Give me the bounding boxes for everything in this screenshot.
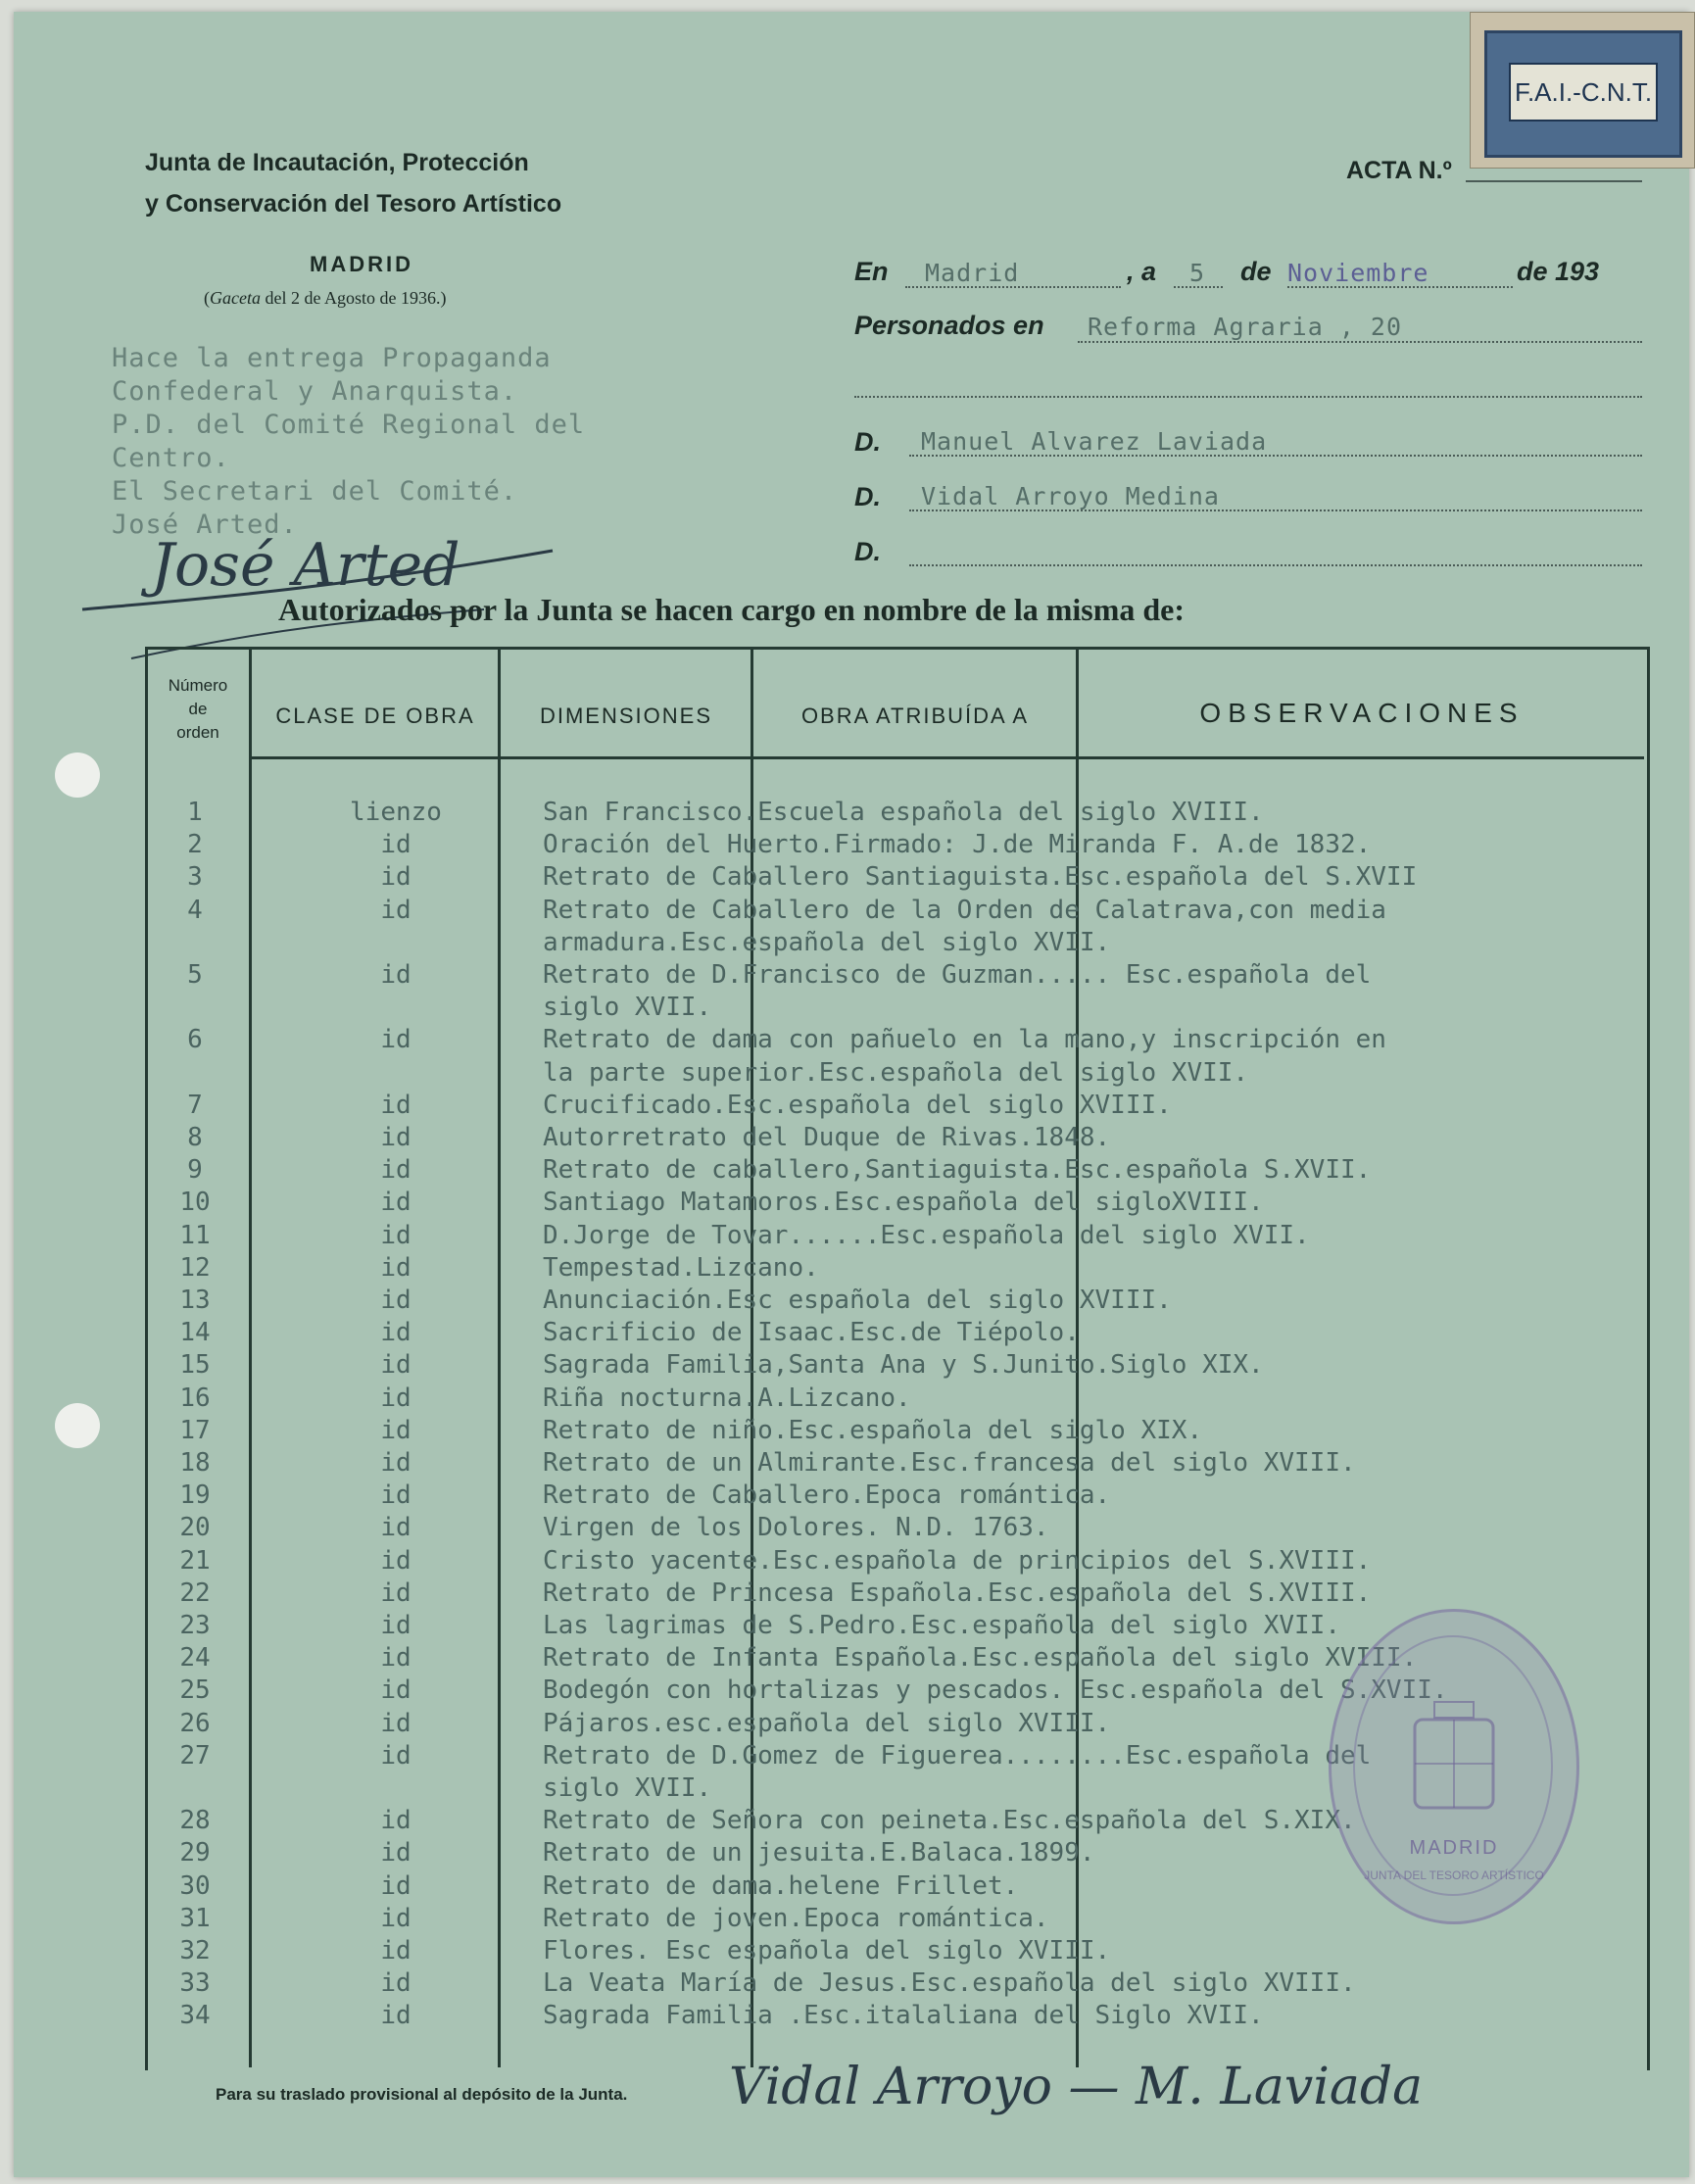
- row-description: Crucificado.Esc.española del siglo XVIII.: [543, 1090, 1172, 1120]
- row-clase: id: [380, 862, 412, 893]
- gazette-ref: (Gaceta del 2 de Agosto de 1936.): [204, 288, 447, 308]
- row-clase: id: [380, 1448, 412, 1478]
- row-description: Las lagrimas de S.Pedro.Esc.española del siglo XVII.: [543, 1611, 1340, 1640]
- note-line-3: P.D. del Comité Regional del: [112, 410, 586, 440]
- header-obra: OBRA ATRIBUÍDA A: [800, 704, 1030, 728]
- row-description: Autorretrato del Duque de Rivas.1848.: [543, 1123, 1111, 1152]
- row-number: 30: [179, 1870, 211, 1901]
- header-numero-2: de: [188, 700, 208, 718]
- header-clase: CLASE DE OBRA: [275, 704, 475, 728]
- row-clase: id: [380, 1838, 412, 1869]
- row-clase: id: [380, 1188, 412, 1218]
- row-clase: id: [380, 1903, 412, 1933]
- row-clase: id: [380, 1611, 412, 1640]
- seal-ring-text: JUNTA DEL TESORO ARTÍSTICO: [1364, 1869, 1544, 1882]
- row-number: 19: [179, 1480, 211, 1511]
- row-number: 17: [179, 1415, 211, 1445]
- row-description: Retrato de Princesa Española.Esc.española del S.XVIII.: [543, 1577, 1372, 1608]
- header-numero-1: Número: [168, 676, 228, 695]
- row-number: 14: [179, 1318, 211, 1348]
- d-label-2: D.: [854, 482, 881, 511]
- header-numero-3: orden: [176, 723, 219, 742]
- header-observaciones: OBSERVACIONES: [1199, 698, 1525, 728]
- row-number: 12: [179, 1252, 211, 1283]
- row-description: Retrato de D.Gomez de Figuerea........Esc.española del: [543, 1740, 1372, 1771]
- row-number: 7: [187, 1090, 203, 1120]
- row-number: 3: [187, 862, 203, 893]
- row-description: Retrato de Caballero.Epoca romántica.: [543, 1480, 1111, 1511]
- row-description: Riña nocturna.A.Lizcano.: [543, 1383, 911, 1413]
- note-line-5: El Secretari del Comité.: [112, 476, 518, 507]
- row-clase: id: [380, 1286, 412, 1315]
- row-clase: id: [380, 960, 412, 990]
- a-label: , a: [1127, 257, 1157, 286]
- punch-hole-bottom: [55, 1403, 100, 1448]
- row-number: 15: [179, 1350, 211, 1381]
- row-number: 1: [187, 798, 203, 827]
- row-clase: id: [380, 1513, 412, 1543]
- row-clase: id: [380, 1252, 412, 1283]
- col-divider-2: [498, 647, 501, 2067]
- row-number: 29: [179, 1838, 211, 1869]
- seal-city: MADRID: [1409, 1837, 1499, 1859]
- row-description: Retrato de un jesuita.E.Balaca.1899.: [543, 1838, 1095, 1869]
- coat-of-arms-icon: [1400, 1700, 1508, 1827]
- row-number: 2: [187, 830, 203, 860]
- acta-number-line: [1466, 180, 1642, 182]
- stamp-label: F.A.I.-C.N.T.: [1509, 63, 1658, 121]
- row-clase: id: [380, 1870, 412, 1901]
- header-underline-clase: [249, 756, 500, 759]
- row-clase: id: [380, 1025, 412, 1055]
- row-description: Santiago Matamoros.Esc.española del sigloXVIII.: [543, 1188, 1264, 1218]
- row-description: siglo XVII.: [543, 993, 712, 1023]
- header-dimensiones: DIMENSIONES: [539, 704, 713, 728]
- row-clase: id: [380, 895, 412, 925]
- place-line: [905, 286, 1121, 288]
- row-number: 22: [179, 1577, 211, 1608]
- person-2: Vidal Arroyo Medina: [921, 482, 1220, 510]
- personados-line: [1078, 341, 1642, 343]
- row-description: San Francisco.Escuela española del siglo XVIII.: [543, 798, 1264, 827]
- row-clase: id: [380, 1350, 412, 1381]
- row-description: Retrato de Infanta Española.Esc.española del siglo XVIII.: [543, 1643, 1418, 1674]
- row-clase: id: [380, 1708, 412, 1738]
- place-value: Madrid: [925, 259, 1020, 287]
- document-sheet: [14, 12, 1689, 2177]
- row-number: 21: [179, 1545, 211, 1576]
- acta-label: ACTA N.º: [1346, 157, 1452, 184]
- gazette-rest: del 2 de Agosto de 1936.): [265, 288, 447, 308]
- row-number: 31: [179, 1903, 211, 1933]
- fai-cnt-stamp: [1470, 12, 1695, 169]
- row-description: siglo XVII.: [543, 1773, 712, 1803]
- note-line-6: José Arted.: [112, 510, 298, 540]
- d-label-3: D.: [854, 537, 881, 566]
- row-description: Retrato de joven.Epoca romántica.: [543, 1903, 1049, 1933]
- header-underline-obra: [751, 756, 1078, 759]
- row-description: Retrato de dama.helene Frillet.: [543, 1870, 1019, 1901]
- row-description: Cristo yacente.Esc.española de principios del S.XVIII.: [543, 1545, 1372, 1576]
- d-label-1: D.: [854, 427, 881, 457]
- row-number: 13: [179, 1286, 211, 1315]
- row-description: Pájaros.esc.española del siglo XVIII.: [543, 1708, 1111, 1738]
- row-number: 9: [187, 1155, 203, 1186]
- row-clase: id: [380, 1740, 412, 1771]
- row-description: Virgen de los Dolores. N.D. 1763.: [543, 1513, 1049, 1543]
- row-clase: id: [380, 1936, 412, 1966]
- punch-hole-top: [55, 752, 100, 798]
- row-clase: id: [380, 1968, 412, 1999]
- row-number: 5: [187, 960, 203, 990]
- row-description: armadura.Esc.española del siglo XVII.: [543, 927, 1111, 957]
- row-number: 24: [179, 1643, 211, 1674]
- row-description: Retrato de dama con pañuelo en la mano,y inscripción en: [543, 1025, 1386, 1055]
- row-description: Retrato de un Almirante.Esc.francesa del siglo XVIII.: [543, 1448, 1356, 1478]
- day-value: 5: [1189, 259, 1206, 287]
- org-line-1: Junta de Incautación, Protección: [145, 149, 529, 176]
- note-line-4: Centro.: [112, 443, 230, 473]
- row-description: Retrato de caballero,Santiaguista.Esc.española S.XVII.: [543, 1155, 1372, 1186]
- city-label: MADRID: [310, 252, 413, 276]
- row-description: D.Jorge de Tovar......Esc.española del siglo XVII.: [543, 1220, 1310, 1250]
- row-description: la parte superior.Esc.española del siglo XVII.: [543, 1057, 1249, 1088]
- col-divider-1: [249, 647, 252, 2067]
- row-number: 4: [187, 895, 203, 925]
- row-number: 27: [179, 1740, 211, 1771]
- month-line: [1287, 286, 1513, 288]
- row-description: Oración del Huerto.Firmado: J.de Miranda F. A.de 1832.: [543, 830, 1372, 860]
- row-clase: id: [380, 2001, 412, 2031]
- row-clase: lienzo: [350, 798, 442, 827]
- note-line-2: Confederal y Anarquista.: [112, 376, 518, 407]
- row-clase: id: [380, 1090, 412, 1120]
- note-line-1: Hace la entrega Propaganda: [112, 343, 552, 373]
- row-description: Tempestad.Lizcano.: [543, 1252, 819, 1283]
- person-1-line: [909, 455, 1642, 457]
- blank-line: [854, 396, 1642, 398]
- row-description: Sacrificio de Isaac.Esc.de Tiépolo.: [543, 1318, 1080, 1348]
- row-clase: id: [380, 1220, 412, 1250]
- row-clase: id: [380, 1318, 412, 1348]
- official-seal: [1329, 1609, 1579, 1924]
- row-description: Retrato de Señora con peineta.Esc.española del S.XIX.: [543, 1806, 1356, 1836]
- day-line: [1174, 286, 1223, 288]
- row-description: Retrato de Caballero Santiaguista.Esc.española del S.XVII: [543, 862, 1418, 893]
- row-number: 32: [179, 1936, 211, 1966]
- month-value: Noviembre: [1287, 259, 1429, 287]
- row-description: Retrato de D.Francisco de Guzman..... Esc.española del: [543, 960, 1372, 990]
- header-underline-obs: [1076, 756, 1644, 759]
- row-number: 34: [179, 2001, 211, 2031]
- row-number: 8: [187, 1123, 203, 1152]
- en-label: En: [854, 257, 889, 286]
- row-clase: id: [380, 830, 412, 860]
- row-description: Retrato de niño.Esc.española del siglo XIX.: [543, 1415, 1203, 1445]
- row-clase: id: [380, 1545, 412, 1576]
- person-1: Manuel Alvarez Laviada: [921, 427, 1268, 456]
- person-2-line: [909, 510, 1642, 511]
- row-clase: id: [380, 1155, 412, 1186]
- row-number: 25: [179, 1675, 211, 1706]
- footer-note: Para su traslado provisional al depósito de la Junta.: [216, 2085, 628, 2104]
- row-number: 26: [179, 1708, 211, 1738]
- org-line-2: y Conservación del Tesoro Artístico: [145, 190, 562, 218]
- footer-signatures: Vidal Arroyo — M. Laviada: [729, 2058, 1424, 2116]
- row-description: Flores. Esc española del siglo XVIII.: [543, 1936, 1111, 1966]
- row-description: Sagrada Familia .Esc.italaliana del Siglo XVII.: [543, 2001, 1264, 2031]
- row-number: 28: [179, 1806, 211, 1836]
- row-number: 10: [179, 1188, 211, 1218]
- row-number: 20: [179, 1513, 211, 1543]
- row-clase: id: [380, 1675, 412, 1706]
- row-number: 16: [179, 1383, 211, 1413]
- row-clase: id: [380, 1383, 412, 1413]
- row-clase: id: [380, 1123, 412, 1152]
- row-clase: id: [380, 1806, 412, 1836]
- personados-value: Reforma Agraria , 20: [1088, 313, 1403, 341]
- row-number: 11: [179, 1220, 211, 1250]
- de-label: de: [1240, 257, 1272, 286]
- header-underline-dim: [498, 756, 751, 759]
- stamp-border: [1484, 30, 1682, 158]
- personados-label: Personados en: [854, 311, 1044, 340]
- authorized-heading: Autorizados por la Junta se hacen cargo en nombre de la misma de:: [278, 592, 1186, 627]
- row-number: 33: [179, 1968, 211, 1999]
- row-clase: id: [380, 1480, 412, 1511]
- row-clase: id: [380, 1415, 412, 1445]
- row-description: La Veata María de Jesus.Esc.española del siglo XVIII.: [543, 1968, 1356, 1999]
- row-description: Anunciación.Esc española del siglo XVIII.: [543, 1286, 1172, 1315]
- row-number: 6: [187, 1025, 203, 1055]
- row-clase: id: [380, 1643, 412, 1674]
- year-label: de 193: [1517, 257, 1600, 286]
- gazette-word: Gaceta: [210, 288, 261, 308]
- person-3-line: [909, 564, 1642, 566]
- row-clase: id: [380, 1577, 412, 1608]
- row-description: Bodegón con hortalizas y pescados. Esc.española del S.XVII.: [543, 1675, 1448, 1706]
- left-signature: José Arted: [151, 531, 460, 600]
- row-number: 18: [179, 1448, 211, 1478]
- row-description: Sagrada Familia,Santa Ana y S.Junito.Siglo XIX.: [543, 1350, 1264, 1381]
- row-number: 23: [179, 1611, 211, 1640]
- row-description: Retrato de Caballero de la Orden de Calatrava,con media: [543, 895, 1386, 925]
- header-numero: [151, 674, 245, 745]
